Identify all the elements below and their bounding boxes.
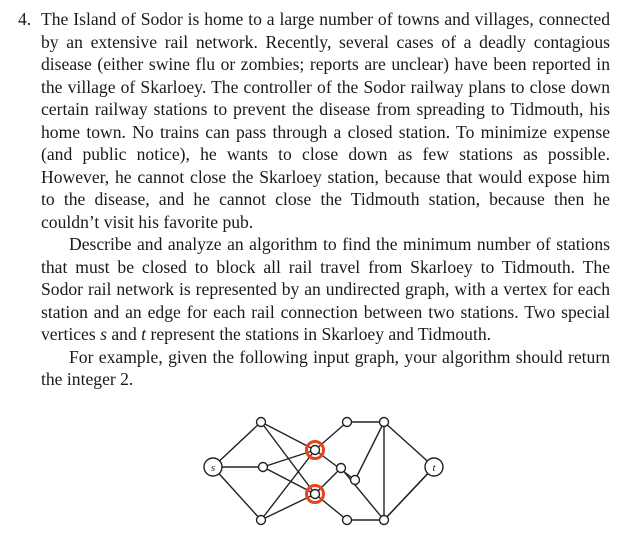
edge bbox=[315, 422, 347, 450]
paragraph-example: For example, given the following input graph, your algorithm should return the integer 2. bbox=[41, 346, 610, 389]
node bbox=[343, 516, 352, 525]
node bbox=[337, 464, 346, 473]
sink-label: t bbox=[432, 462, 436, 474]
edge bbox=[213, 422, 261, 467]
paragraph-task bbox=[41, 233, 610, 346]
source-label: s bbox=[210, 462, 216, 474]
var-s: s bbox=[100, 324, 107, 344]
edge bbox=[213, 467, 261, 520]
edge bbox=[384, 467, 434, 520]
sink-node bbox=[425, 458, 443, 476]
problem-statement bbox=[18, 8, 610, 391]
problem-number: 4. bbox=[18, 9, 32, 29]
closed-station-top bbox=[311, 446, 320, 455]
graph-nodes bbox=[257, 418, 389, 525]
edge bbox=[341, 468, 384, 520]
node bbox=[380, 418, 389, 427]
node bbox=[380, 516, 389, 525]
paragraph-scenario: The Island of Sodor is home to a large number of towns and villages, connected by an extensive rail network. Recently, several cases of a deadly contagious disease (either swine flu or zombies; reports are unclear) have been reported in the village of Skarloey. The controller of the Sodor railway plans to close down certain railway stations to prevent the disease from spreading to Tidmouth, his home town. No trains can pass through a closed station. To minimize expense (and public notice), he wants to close down as few stations as possible. However, he cannot close the Skarloey station, because that would expose him to the disease, and he cannot close the Tidmouth station, because then he couldn’t visit his favorite pub. bbox=[41, 9, 610, 232]
node bbox=[257, 418, 266, 427]
node bbox=[257, 516, 266, 525]
edge bbox=[261, 450, 315, 520]
rail-network-graph bbox=[196, 410, 451, 535]
edge bbox=[315, 468, 341, 494]
node bbox=[343, 418, 352, 427]
graph-edges bbox=[210, 422, 434, 520]
edge bbox=[384, 422, 434, 467]
task-and: and bbox=[106, 324, 142, 344]
closed-station-bottom bbox=[311, 490, 320, 499]
node bbox=[351, 476, 360, 485]
node bbox=[259, 463, 268, 472]
source-node bbox=[204, 458, 222, 476]
edge bbox=[261, 422, 315, 494]
task-text-end: represent the stations in Skarloey and Tidmouth. bbox=[146, 324, 492, 344]
edge bbox=[315, 494, 347, 520]
task-text-start: Describe and analyze an algorithm to find the minimum number of stations that must be closed to block all rail travel from Skarloey to Tidmouth. The Sodor rail network is represented by an undirected graph, with a vertex for each station and an edge for each rail connection between two stations. Two special vertices bbox=[41, 234, 610, 344]
var-t: t bbox=[141, 324, 147, 344]
edge bbox=[355, 422, 384, 480]
